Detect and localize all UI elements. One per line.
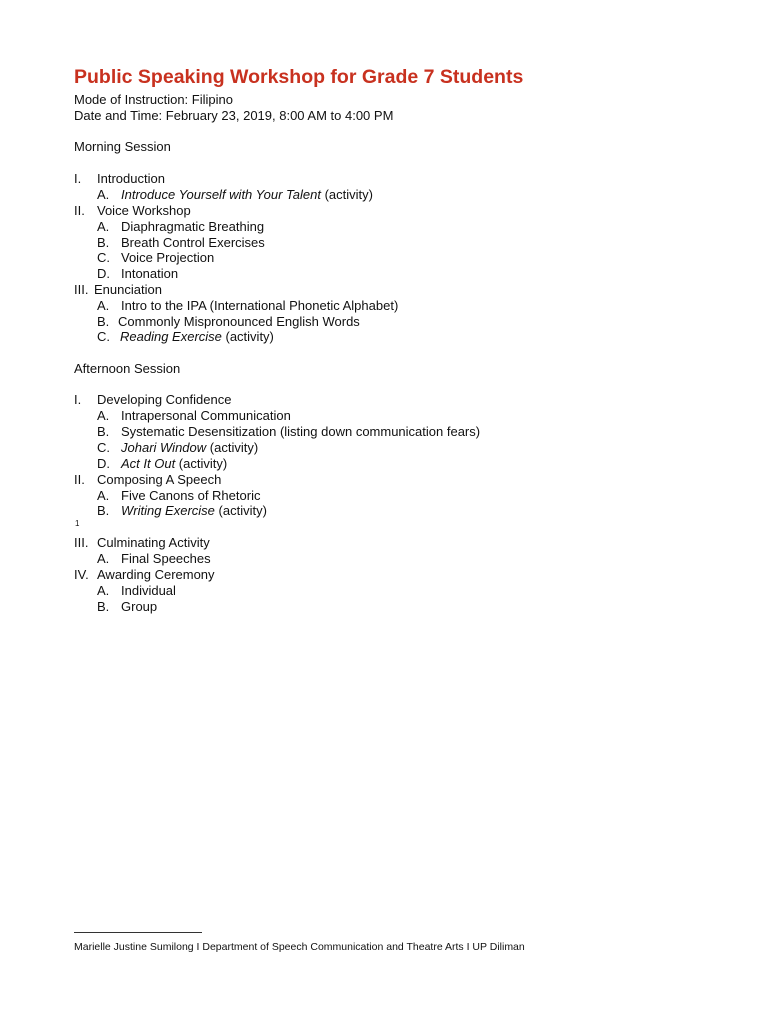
outline-sub-item: Intrapersonal Communication (121, 408, 291, 423)
footnote-divider (74, 932, 202, 933)
outline-sub-item: Individual (121, 583, 176, 598)
outline-letter: A. (97, 583, 110, 598)
outline-sub-item: Act It Out (activity) (121, 456, 228, 471)
outline-numeral: II. (74, 203, 85, 218)
afternoon-session-heading: Afternoon Session (74, 361, 181, 376)
activity-title: Reading Exercise (120, 329, 222, 344)
outline-sub-item: Breath Control Exercises (121, 235, 265, 250)
outline-numeral: II. (74, 472, 85, 487)
activity-title: Johari Window (121, 440, 207, 455)
outline-item-label: Enunciation (94, 282, 162, 297)
activity-title: Introduce Yourself with Your Talent (121, 187, 321, 202)
outline-sub-item: Intonation (121, 266, 179, 281)
outline-numeral: III. (74, 535, 89, 550)
outline-numeral: I. (74, 392, 82, 407)
outline-item-label: Composing A Speech (97, 472, 222, 487)
outline-sub-item: Final Speeches (121, 551, 211, 566)
mode-of-instruction: Mode of Instruction: Filipino (74, 92, 233, 107)
activity-title: Writing Exercise (121, 503, 215, 518)
outline-item-label: Awarding Ceremony (97, 567, 215, 582)
outline-letter: B. (97, 314, 110, 329)
outline-sub-item: Introduce Yourself with Your Talent (activity) (121, 187, 373, 202)
outline-sub-item: Diaphragmatic Breathing (121, 219, 265, 234)
outline-sub-item: Writing Exercise (activity) (121, 503, 267, 518)
outline-letter: D. (97, 266, 110, 281)
date-and-time: Date and Time: February 23, 2019, 8:00 AM to 4:00 PM (74, 108, 394, 123)
outline-letter: B. (97, 503, 110, 518)
outline-letter: A. (97, 488, 110, 503)
outline-sub-item: Voice Projection (121, 250, 215, 265)
outline-letter: C. (97, 329, 110, 344)
outline-letter: B. (97, 599, 110, 614)
outline-sub-item: Five Canons of Rhetoric (121, 488, 261, 503)
outline-letter: A. (97, 187, 110, 202)
outline-letter: A. (97, 408, 110, 423)
outline-sub-item: Group (121, 599, 158, 614)
outline-letter: C. (97, 250, 110, 265)
outline-sub-item: Commonly Mispronounced English Words (118, 314, 360, 329)
outline-item-label: Culminating Activity (97, 535, 210, 550)
outline-numeral: III. (74, 282, 89, 297)
activity-title: Act It Out (121, 456, 176, 471)
document-title: Public Speaking Workshop for Grade 7 Students (74, 66, 524, 88)
morning-session-heading: Morning Session (74, 139, 171, 154)
outline-sub-item: Intro to the IPA (International Phonetic Alphabet) (121, 298, 399, 313)
outline-letter: B. (97, 235, 110, 250)
stray-mark: 1 (75, 519, 80, 528)
outline-numeral: IV. (74, 567, 89, 582)
outline-letter: D. (97, 456, 110, 471)
outline-sub-item: Systematic Desensitization (listing down communication fears) (121, 424, 481, 439)
outline-sub-item: Johari Window (activity) (121, 440, 259, 455)
outline-item-label: Introduction (97, 171, 165, 186)
outline-item-label: Developing Confidence (97, 392, 232, 407)
outline-sub-item: Reading Exercise (activity) (120, 329, 274, 344)
outline-letter: B. (97, 424, 110, 439)
outline-numeral: I. (74, 171, 82, 186)
outline-letter: A. (97, 298, 110, 313)
outline-letter: C. (97, 440, 110, 455)
footer-credit: Marielle Justine Sumilong I Department of Speech Communication and Theatre Arts I UP Diliman (74, 941, 525, 953)
outline-letter: A. (97, 551, 110, 566)
outline-item-label: Voice Workshop (97, 203, 191, 218)
outline-letter: A. (97, 219, 110, 234)
